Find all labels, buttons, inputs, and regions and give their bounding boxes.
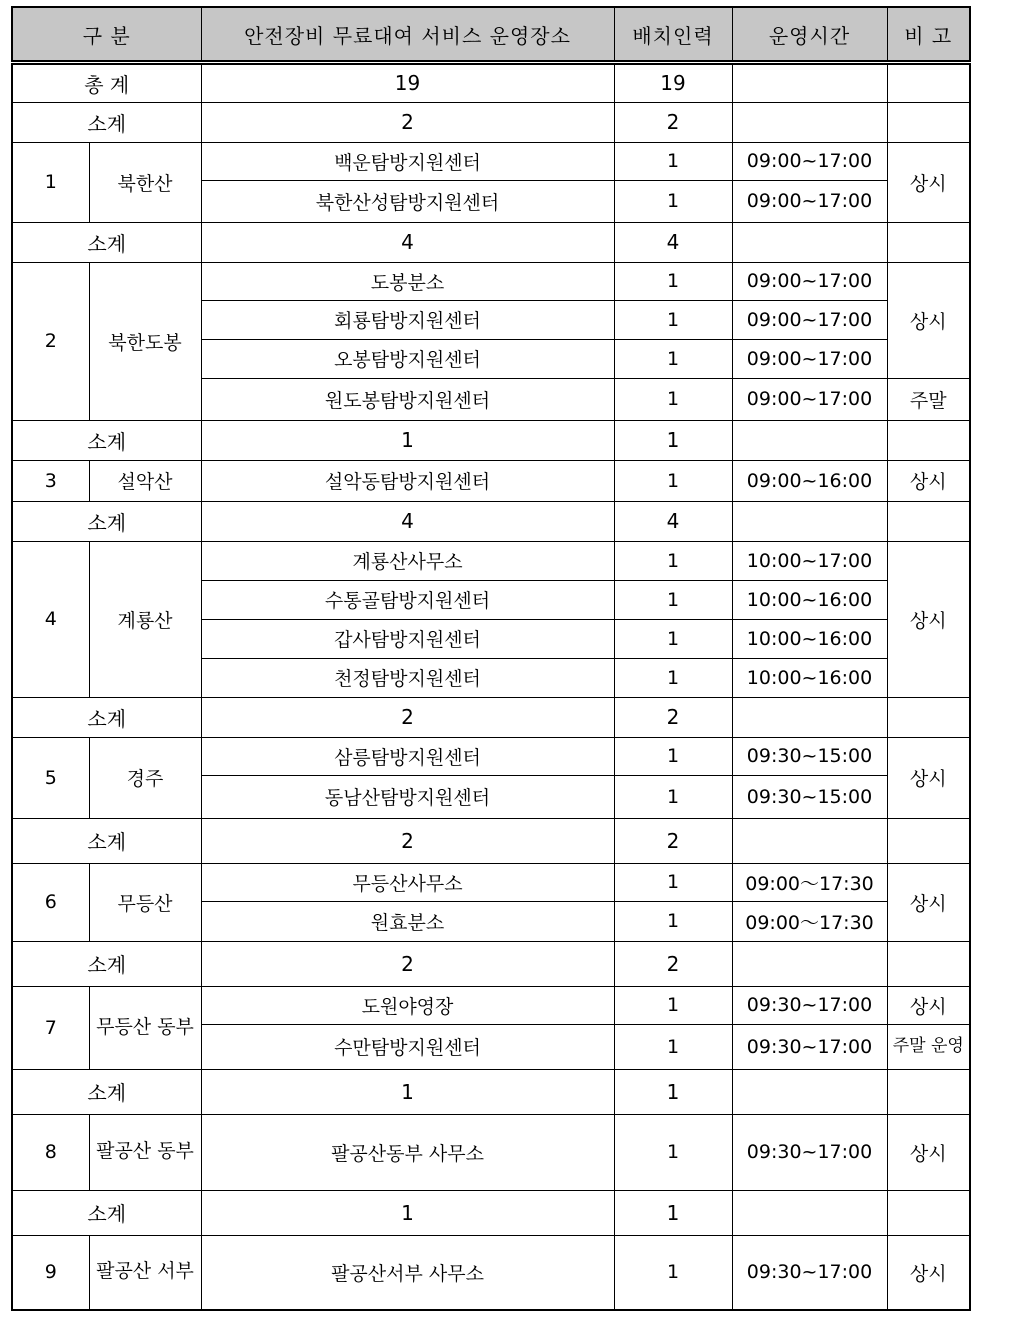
subtotal-label: 소계 [12,420,201,460]
group-number: 7 [12,986,89,1069]
total-hours-empty [732,64,887,102]
subtotal-places: 2 [201,697,614,737]
header-category: 구 분 [12,7,201,61]
subtotal-row [12,1190,970,1235]
location: 회룡탐방지원센터 [201,300,614,339]
location: 팔공산동부 사무소 [201,1114,614,1190]
group-number: 4 [12,541,89,697]
subtotal-label: 소계 [12,222,201,262]
subtotal-places: 2 [201,818,614,863]
table-row [12,142,970,180]
operating-hours: 10:00~17:00 [732,541,887,580]
subtotal-row [12,501,970,541]
subtotal-row [12,697,970,737]
operating-hours: 09:00～17:30 [732,901,887,941]
subtotal-label: 소계 [12,501,201,541]
operating-hours: 09:00~17:00 [732,262,887,300]
operating-hours: 09:00~16:00 [732,460,887,501]
group-number: 6 [12,863,89,941]
operating-hours: 09:30~17:00 [732,1235,887,1310]
subtotal-places: 2 [201,102,614,142]
subtotal-row [12,818,970,863]
subtotal-label: 소계 [12,1190,201,1235]
subtotal-staff: 1 [614,420,732,460]
staff-count: 1 [614,262,732,300]
table-row [12,262,970,300]
subtotal-places: 1 [201,1069,614,1114]
location: 동남산탐방지원센터 [201,775,614,818]
subtotal-row [12,420,970,460]
note: 상시 [887,1235,970,1310]
note: 주말 [887,378,970,420]
note: 상시 [887,1114,970,1190]
subtotal-staff: 2 [614,102,732,142]
subtotal-places: 1 [201,420,614,460]
table-row [12,541,970,580]
note: 상시 [887,863,970,941]
staff-count: 1 [614,460,732,501]
operating-hours: 09:00~17:00 [732,300,887,339]
location: 계룡산사무소 [201,541,614,580]
group-number: 2 [12,262,89,420]
park-name: 팔공산 서부 [89,1235,201,1310]
group-number: 9 [12,1235,89,1310]
subtotal-staff: 1 [614,1069,732,1114]
staff-count: 1 [614,863,732,901]
table-row [12,460,970,501]
total-row [12,64,970,102]
operating-hours: 10:00~16:00 [732,580,887,619]
subtotal-label: 소계 [12,941,201,986]
location: 오봉탐방지원센터 [201,339,614,378]
subtotal-label: 소계 [12,818,201,863]
subtotal-places: 2 [201,941,614,986]
location: 원도봉탐방지원센터 [201,378,614,420]
staff-count: 1 [614,737,732,775]
header-note: 비 고 [887,7,970,61]
staff-count: 1 [614,339,732,378]
operating-hours: 09:00~17:00 [732,378,887,420]
table-row [12,737,970,775]
group-number: 5 [12,737,89,818]
subtotal-staff: 1 [614,1190,732,1235]
location: 갑사탐방지원센터 [201,619,614,658]
park-name: 설악산 [89,460,201,501]
staff-count: 1 [614,901,732,941]
park-name: 무등산 [89,863,201,941]
total-label: 총 계 [12,64,201,102]
staff-count: 1 [614,580,732,619]
location: 천정탐방지원센터 [201,658,614,697]
subtotal-row [12,941,970,986]
operating-hours: 10:00~16:00 [732,619,887,658]
location: 팔공산서부 사무소 [201,1235,614,1310]
subtotal-row [12,1069,970,1114]
subtotal-places: 4 [201,222,614,262]
location: 설악동탐방지원센터 [201,460,614,501]
header-location: 안전장비 무료대여 서비스 운영장소 [201,7,614,61]
table-row [12,863,970,901]
subtotal-staff: 2 [614,818,732,863]
staff-count: 1 [614,658,732,697]
table-header [11,6,971,62]
table-row [12,1114,970,1190]
operating-hours: 09:00～17:30 [732,863,887,901]
operating-hours: 09:00~17:00 [732,180,887,222]
staff-count: 1 [614,775,732,818]
note: 상시 [887,460,970,501]
subtotal-staff: 2 [614,941,732,986]
operating-hours: 09:30~15:00 [732,775,887,818]
total-staff: 19 [614,64,732,102]
location: 도원야영장 [201,986,614,1024]
note: 상시 [887,737,970,818]
park-name: 북한도봉 [89,262,201,420]
location: 삼릉탐방지원센터 [201,737,614,775]
header-staff: 배치인력 [614,7,732,61]
operating-hours: 09:30~17:00 [732,1114,887,1190]
table-row [12,986,970,1024]
staff-count: 1 [614,1114,732,1190]
note: 주말 운영 [887,1024,970,1069]
operating-hours: 10:00~16:00 [732,658,887,697]
note: 상시 [887,541,970,697]
staff-count: 1 [614,1235,732,1310]
operating-hours: 09:30~15:00 [732,737,887,775]
note: 상시 [887,142,970,222]
group-number: 8 [12,1114,89,1190]
operating-hours: 09:00~17:00 [732,339,887,378]
location: 백운탐방지원센터 [201,142,614,180]
staff-count: 1 [614,378,732,420]
note: 상시 [887,262,970,378]
header-row [12,7,970,61]
subtotal-staff: 4 [614,501,732,541]
staff-count: 1 [614,142,732,180]
park-name: 무등산 동부 [89,986,201,1069]
location: 원효분소 [201,901,614,941]
subtotal-label: 소계 [12,102,201,142]
subtotal-places: 4 [201,501,614,541]
group-number: 1 [12,142,89,222]
subtotal-row [12,102,970,142]
park-name: 팔공산 동부 [89,1114,201,1190]
park-name: 북한산 [89,142,201,222]
park-name: 경주 [89,737,201,818]
total-note-empty [887,64,970,102]
subtotal-staff: 4 [614,222,732,262]
location: 도봉분소 [201,262,614,300]
total-places: 19 [201,64,614,102]
staff-count: 1 [614,180,732,222]
group-number: 3 [12,460,89,501]
subtotal-label: 소계 [12,1069,201,1114]
location: 수통골탐방지원센터 [201,580,614,619]
subtotal-row [12,222,970,262]
operating-hours: 09:00~17:00 [732,142,887,180]
staff-count: 1 [614,541,732,580]
subtotal-places: 1 [201,1190,614,1235]
location: 북한산성탐방지원센터 [201,180,614,222]
staff-count: 1 [614,619,732,658]
staff-count: 1 [614,300,732,339]
subtotal-label: 소계 [12,697,201,737]
operating-hours: 09:30~17:00 [732,1024,887,1069]
table-row [12,1235,970,1310]
operating-hours: 09:30~17:00 [732,986,887,1024]
location: 수만탐방지원센터 [201,1024,614,1069]
staff-count: 1 [614,1024,732,1069]
park-name: 계룡산 [89,541,201,697]
note: 상시 [887,986,970,1024]
rental-service-table [11,63,971,1311]
header-hours: 운영시간 [732,7,887,61]
subtotal-staff: 2 [614,697,732,737]
staff-count: 1 [614,986,732,1024]
location: 무등산사무소 [201,863,614,901]
